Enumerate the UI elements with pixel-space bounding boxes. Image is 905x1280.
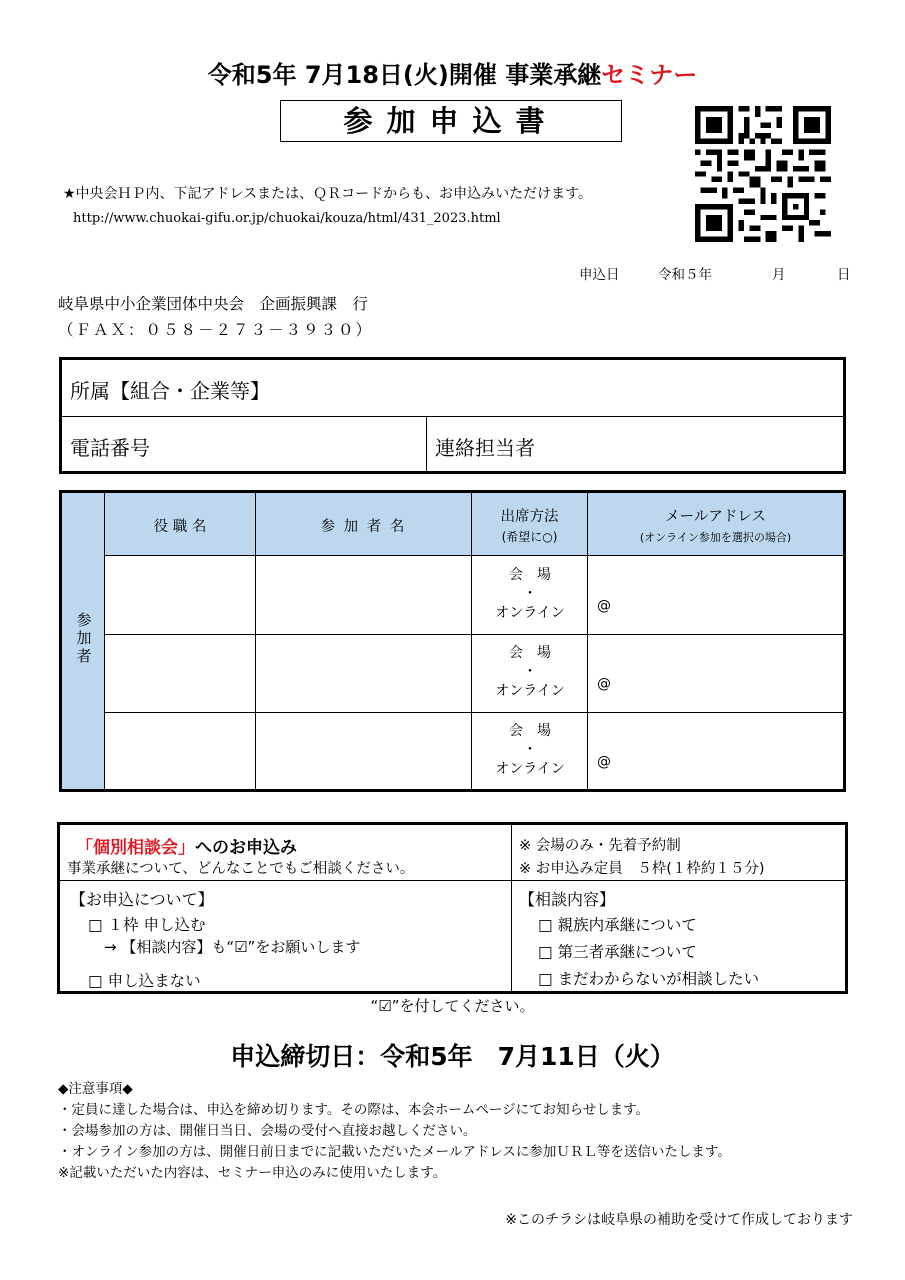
notes-heading: ◆注意事項◆ bbox=[58, 1081, 133, 1097]
method-venue: 会 場 bbox=[509, 567, 551, 583]
participant-2-name-cell[interactable] bbox=[257, 635, 471, 712]
participant-2-position-cell[interactable] bbox=[106, 635, 255, 712]
header-method bbox=[472, 493, 588, 556]
participants-side-label: 参加者 bbox=[76, 611, 92, 665]
consult-divider bbox=[511, 825, 512, 991]
participant-3-position-cell[interactable] bbox=[106, 713, 255, 789]
participants-table bbox=[59, 490, 846, 792]
affiliation-label: 所属【組合・企業等】 bbox=[70, 379, 270, 403]
apply-heading: 【お申込について】 bbox=[70, 890, 214, 909]
content-item-third-party[interactable]: □ 第三者承継について bbox=[538, 943, 697, 961]
header-name bbox=[256, 493, 472, 556]
notes-item: ・定員に達した場合は、申込を締め切ります。その際は、本会ホームページにてお知らせします。 bbox=[58, 1102, 650, 1118]
method-dot: ・ bbox=[523, 742, 537, 758]
method-venue: 会 場 bbox=[509, 723, 551, 739]
event-title bbox=[0, 55, 905, 90]
form-title: 参加申込書 bbox=[280, 100, 622, 142]
option-apply-checkbox[interactable]: □ １枠 申し込む bbox=[88, 916, 206, 934]
participant-1-method[interactable] bbox=[472, 565, 588, 623]
participant-3-method[interactable] bbox=[472, 721, 588, 779]
recipient: 岐阜県中小企業団体中央会 企画振興課 行 bbox=[58, 295, 369, 313]
participant-2-method[interactable] bbox=[472, 643, 588, 701]
notes-item: ・オンライン参加の方は、開催日前日までに記載いただいたメールアドレスに参加ＵＲＬ等を送信いたします。 bbox=[58, 1144, 731, 1160]
method-venue: 会 場 bbox=[509, 645, 551, 661]
consult-note-1: ※ 会場のみ・先着予約制 bbox=[519, 838, 681, 854]
online-notice: ★中央会ＨＰ内、下記アドレスまたは、ＱＲコードからも、お申込みいただけます。 bbox=[63, 186, 593, 202]
check-note: “☑”を付してください。 bbox=[370, 997, 535, 1015]
header-name-label: 参 加 者 名 bbox=[320, 519, 407, 535]
date-label: 申込日 bbox=[579, 267, 620, 283]
deadline: 申込締切日：令和5年 7月11日（火） bbox=[230, 1042, 675, 1071]
footer-note: ※このチラシは岐阜県の補助を受けて作成しております bbox=[505, 1212, 853, 1228]
participant-3-name-cell[interactable] bbox=[257, 713, 471, 789]
method-online: オンライン bbox=[495, 683, 565, 699]
method-dot: ・ bbox=[523, 586, 537, 602]
header-position-label: 役 職 名 bbox=[153, 519, 207, 535]
header-email bbox=[588, 493, 843, 556]
consultation-box bbox=[57, 822, 848, 994]
notes bbox=[58, 1079, 731, 1184]
organization-table bbox=[59, 357, 846, 474]
content-item-family[interactable]: □ 親族内承継について bbox=[538, 916, 697, 934]
title-prefix: 令和5年 7月18日(火)開催 事業承継 bbox=[207, 61, 602, 89]
method-dot: ・ bbox=[523, 664, 537, 680]
header-email-label: メールアドレス bbox=[665, 509, 766, 525]
application-url[interactable]: http://www.chuokai-gifu.or.jp/chuokai/kouza/html/431_2023.html bbox=[73, 211, 501, 226]
participant-1-position-cell[interactable] bbox=[106, 557, 255, 634]
consultation-title bbox=[76, 833, 297, 858]
participants-side-column bbox=[62, 493, 105, 789]
header-method-label: 出席方法 bbox=[500, 509, 559, 525]
date-month: 月 bbox=[772, 267, 786, 283]
affiliation-row[interactable] bbox=[62, 360, 843, 417]
date-era: 令和５年 bbox=[658, 267, 712, 283]
org-divider bbox=[426, 417, 427, 474]
fax-number: （ＦＡＸ：０５８－２７３－３９３０） bbox=[58, 321, 374, 339]
header-method-sub: (希望に○) bbox=[501, 530, 558, 544]
col-line bbox=[255, 556, 256, 789]
consultation-subtitle: 事業承継について、どんなことでもご相談ください。 bbox=[67, 861, 415, 877]
consult-note-2: ※ お申込み定員 ５枠(１枠約１５分) bbox=[519, 861, 765, 877]
option-decline-checkbox[interactable]: □ 申し込まない bbox=[88, 972, 201, 990]
consultation-title-rest: へのお申込み bbox=[195, 838, 297, 858]
title-highlight: セミナー bbox=[601, 61, 698, 89]
header-position bbox=[105, 493, 256, 556]
notes-item: ※記載いただいた内容は、セミナー申込のみに使用いたします。 bbox=[58, 1165, 447, 1181]
method-online: オンライン bbox=[495, 761, 565, 777]
qr-code bbox=[695, 106, 831, 242]
participant-3-email[interactable]: @ bbox=[597, 754, 611, 770]
notes-item: ・会場参加の方は、開催日当日、会場の受付へ直接お越しください。 bbox=[58, 1123, 477, 1139]
header-email-sub: (オンライン参加を選択の場合) bbox=[639, 531, 792, 544]
participant-1-name-cell[interactable] bbox=[257, 557, 471, 634]
participant-2-email[interactable]: @ bbox=[597, 676, 611, 692]
consultation-title-red: 「個別相談会」 bbox=[76, 838, 195, 858]
option-apply-note: → 【相談内容】も“☑”をお願いします bbox=[104, 938, 361, 956]
participant-1-email[interactable]: @ bbox=[597, 598, 611, 614]
consult-hline bbox=[60, 880, 845, 881]
content-heading: 【相談内容】 bbox=[519, 890, 616, 909]
method-online: オンライン bbox=[495, 605, 565, 621]
contact-label: 連絡担当者 bbox=[435, 436, 535, 460]
date-day: 日 bbox=[837, 267, 851, 283]
phone-label: 電話番号 bbox=[70, 436, 150, 460]
content-item-undecided[interactable]: □ まだわからないが相談したい bbox=[538, 970, 760, 988]
